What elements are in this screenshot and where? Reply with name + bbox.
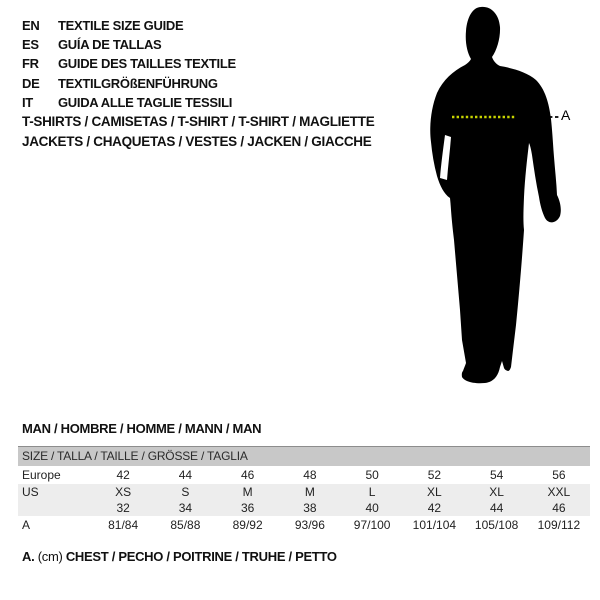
table-cell: 44	[489, 501, 504, 515]
table-cell: M	[242, 485, 253, 499]
section-title-man: MAN / HOMBRE / HOMME / MANN / MAN	[22, 421, 262, 436]
table-cell: 42	[116, 468, 130, 482]
table-cell: 46	[240, 468, 255, 482]
measure-label-a: A	[561, 107, 571, 123]
table-cell: XXL	[547, 485, 571, 499]
table-cell: 93/96	[294, 518, 325, 532]
lang-label: GUIDE DES TAILLES TEXTILE	[58, 56, 236, 72]
lang-label: TEXTILE SIZE GUIDE	[58, 18, 184, 33]
lang-code: EN	[22, 18, 40, 33]
table-cell: 54	[489, 468, 504, 482]
table-cell: 48	[303, 468, 317, 482]
table-cell: 101/104	[412, 518, 457, 532]
man-figure	[405, 5, 565, 395]
table-cell: 42	[427, 501, 442, 515]
lang-row-es	[22, 35, 236, 54]
garment-categories	[22, 112, 374, 151]
lang-row-en	[22, 16, 236, 35]
table-row-uk	[18, 500, 590, 516]
table-cell: 36	[240, 501, 255, 515]
table-row-chest-a	[18, 516, 590, 534]
lang-row-de	[22, 74, 236, 93]
table-cell: 56	[552, 468, 566, 482]
table-cell: XS	[115, 485, 132, 499]
table-cell: 81/84	[108, 518, 139, 532]
footnote-text: CHEST / PECHO / POITRINE / TRUHE / PETTO	[65, 549, 337, 564]
row-label: A	[22, 518, 31, 532]
lang-label: GUIDA ALLE TAGLIE TESSILI	[58, 94, 233, 110]
lang-code: ES	[22, 37, 39, 53]
table-cell: 34	[178, 501, 193, 515]
table-cell: 105/108	[474, 518, 519, 532]
table-cell: 50	[365, 468, 379, 482]
table-cell: 46	[552, 501, 566, 515]
size-table	[18, 446, 590, 534]
table-cell: 32	[116, 501, 130, 515]
table-cell: 85/88	[170, 518, 201, 532]
table-cell: 52	[427, 468, 442, 482]
lang-code: DE	[22, 75, 40, 91]
measurement-footnote	[22, 549, 337, 564]
table-cell: XL	[489, 485, 504, 499]
table-cell: 89/92	[232, 518, 263, 532]
table-cell: M	[304, 485, 315, 499]
table-row-us	[18, 484, 590, 500]
table-cell: 44	[178, 468, 193, 482]
lang-row-it	[22, 93, 236, 112]
language-list	[22, 16, 236, 112]
table-cell: L	[368, 485, 376, 499]
table-cell: 38	[303, 501, 317, 515]
row-label: US	[22, 485, 39, 499]
category-tshirts: T-SHIRTS / CAMISETAS / T-SHIRT / T-SHIRT / MAGLIETTE	[22, 114, 375, 129]
table-cell: 40	[365, 501, 379, 515]
man-silhouette-body	[430, 7, 561, 383]
table-cell: S	[181, 485, 190, 499]
lang-row-fr	[22, 54, 236, 73]
table-cell: 109/112	[537, 518, 581, 532]
man-silhouette	[405, 5, 565, 395]
footnote-unit: (cm)	[37, 549, 63, 564]
lang-code: IT	[22, 94, 33, 110]
size-table-header: SIZE / TALLA / TAILLE / GRÖSSE / TAGLIA	[18, 446, 590, 466]
table-cell: 97/100	[353, 518, 391, 532]
lang-label: TEXTILGRÖßENFÜHRUNG	[58, 75, 218, 91]
table-cell: XL	[427, 485, 442, 499]
lang-code: FR	[22, 56, 39, 72]
footnote-prefix: A.	[22, 549, 35, 564]
row-label: Europe	[22, 468, 61, 482]
lang-label: GUÍA DE TALLAS	[58, 37, 162, 53]
category-jackets: JACKETS / CHAQUETAS / VESTES / JACKEN / GIACCHE	[22, 133, 372, 149]
table-row-europe	[18, 466, 590, 484]
